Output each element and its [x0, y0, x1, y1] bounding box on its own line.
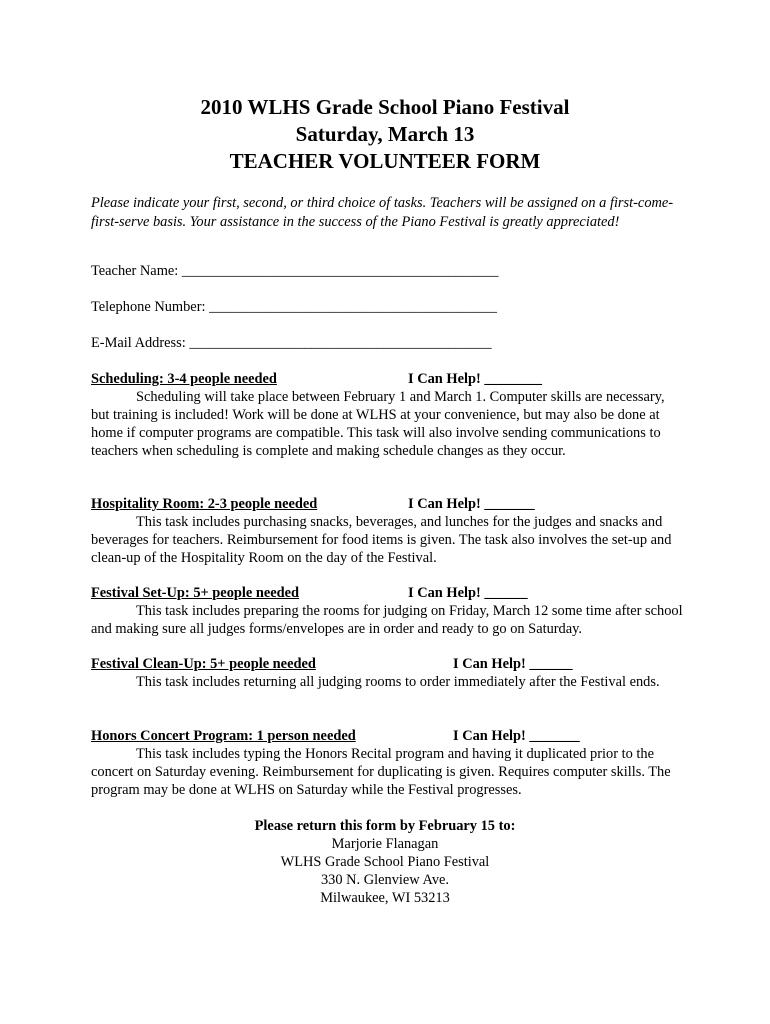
task-hospitality-description: This task includes purchasing snacks, beverages, and lunches for the judges and snacks and beverages for teachers. Reimbursement for food items is given. The task also involves the set-up and clean-up of the Hospitality Room on the day of the Festival. [91, 514, 672, 566]
return-street: 330 N. Glenview Ave. [320, 872, 450, 888]
return-organization: WLHS Grade School Piano Festival [280, 854, 490, 870]
task-honors-name: Honors Concert Program: 1 person needed [91, 728, 356, 744]
telephone-field[interactable]: Telephone Number: ________________________________________ [91, 299, 497, 315]
return-heading: Please return this form by February 15 to: [254, 818, 516, 834]
email-field[interactable]: E-Mail Address: __________________________________________ [91, 335, 492, 351]
task-setup-description: This task includes preparing the rooms for judging on Friday, March 12 some time after school and making sure all judges forms/envelopes are in order and ready to go on Saturday. [91, 603, 683, 637]
teacher-name-field[interactable]: Teacher Name: ____________________________________________ [91, 263, 499, 279]
task-honors-help-blank[interactable]: I Can Help! _______ [453, 728, 580, 744]
task-setup-name: Festival Set-Up: 5+ people needed [91, 585, 300, 601]
task-hospitality-name: Hospitality Room: 2-3 people needed [91, 496, 318, 512]
task-cleanup-name: Festival Clean-Up: 5+ people needed [91, 656, 316, 672]
return-city: Milwaukee, WI 53213 [320, 890, 450, 906]
title-line-2: Saturday, March 13 [295, 122, 475, 146]
task-honors-description: This task includes typing the Honors Recital program and having it duplicated prior to the concert on Saturday evening. Reimbursement for duplicating is given. Requires computer skills. The program may be done at WLHS on Saturday while the Festival progresses. [91, 746, 671, 798]
task-scheduling-description: Scheduling will take place between February 1 and March 1. Computer skills are necessary, but training is included! Work will be done at WLHS at your convenience, but may also be done at home if computer programs are compatible. This task will also involve sending communications to teachers when scheduling is complete and making schedule changes as they occur. [91, 389, 665, 459]
task-scheduling-name: Scheduling: 3-4 people needed [91, 371, 277, 387]
title-line-3: TEACHER VOLUNTEER FORM [229, 149, 541, 173]
task-cleanup-description: This task includes returning all judging rooms to order immediately after the Festival ends. [136, 674, 660, 690]
intro-paragraph: Please indicate your first, second, or third choice of tasks. Teachers will be assigned on a first-come-first-serve basis. Your assistance in the success of the Piano Festival is greatly appreciated! [91, 195, 674, 230]
task-hospitality-help-blank[interactable]: I Can Help! _______ [408, 496, 535, 512]
title-line-1: 2010 WLHS Grade School Piano Festival [200, 95, 570, 119]
task-setup-help-blank[interactable]: I Can Help! ______ [408, 585, 528, 601]
task-cleanup-help-blank[interactable]: I Can Help! ______ [453, 656, 573, 672]
task-scheduling-help-blank[interactable]: I Can Help! ________ [408, 371, 542, 387]
return-name: Marjorie Flanagan [331, 836, 439, 852]
